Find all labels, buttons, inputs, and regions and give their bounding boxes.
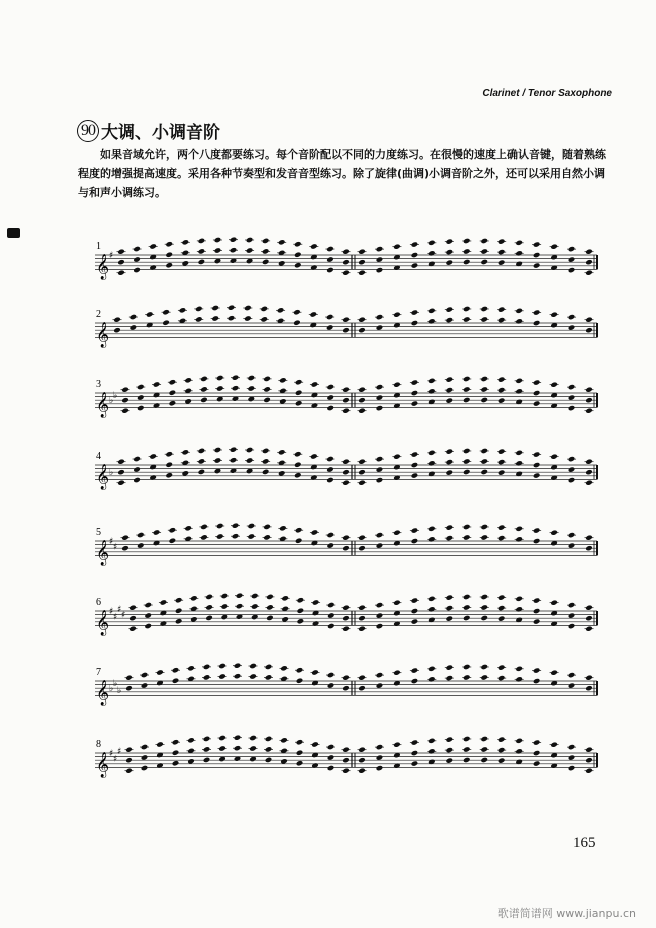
note-head: [296, 760, 304, 766]
note-head: [585, 327, 593, 333]
exercise-number: 90: [77, 120, 99, 142]
flat-icon: ♭: [109, 684, 114, 695]
note-head: [376, 256, 384, 262]
note-head: [568, 394, 576, 400]
note-head: [568, 405, 576, 411]
note-head: [326, 466, 334, 472]
note-head: [169, 538, 177, 544]
note-head: [411, 618, 419, 624]
note-head: [133, 256, 141, 262]
note-head: [568, 542, 576, 548]
note-head: [533, 462, 541, 468]
page-number: 165: [573, 835, 596, 851]
staff-system: [95, 375, 597, 418]
note-head: [169, 400, 177, 406]
note-head: [446, 757, 454, 763]
note-head: [533, 618, 541, 624]
note-head: [480, 259, 488, 265]
note-head: [533, 262, 541, 268]
staff-system: [95, 447, 597, 490]
system-number: 2: [96, 309, 101, 320]
note-head: [411, 320, 419, 326]
sharp-icon: ♯: [109, 749, 114, 759]
note-head: [165, 262, 173, 268]
note-head: [262, 469, 270, 475]
note-head: [342, 327, 350, 333]
flat-icon: ♭: [113, 390, 118, 401]
note-head: [266, 615, 274, 621]
note-head: [326, 256, 334, 262]
sharp-icon: ♯: [109, 607, 114, 617]
note-head: [446, 397, 454, 403]
note-head: [533, 538, 541, 544]
note-head: [294, 462, 302, 468]
note-head: [463, 469, 471, 475]
note-head: [141, 754, 149, 760]
note-head: [165, 462, 173, 468]
note-head: [533, 760, 541, 766]
note-head: [498, 757, 506, 763]
note-head: [498, 469, 506, 475]
staff-system: [95, 523, 597, 566]
note-head: [480, 469, 488, 475]
note-head: [327, 612, 335, 618]
note-head: [585, 545, 593, 551]
note-head: [411, 400, 419, 406]
treble-clef-icon: 𝄞: [96, 254, 110, 280]
sharp-icon: ♯: [121, 610, 126, 621]
note-head: [133, 267, 141, 273]
note-head: [326, 394, 334, 400]
note-head: [342, 469, 350, 475]
note-head: [175, 608, 183, 614]
note-head: [172, 760, 180, 766]
note-head: [198, 469, 206, 475]
system-number: 5: [96, 527, 101, 538]
note-head: [141, 765, 149, 771]
note-head: [172, 750, 180, 756]
note-head: [568, 623, 576, 629]
note-head: [162, 320, 170, 326]
note-head: [463, 397, 471, 403]
system-number: 8: [96, 739, 101, 750]
note-head: [568, 765, 576, 771]
note-head: [533, 608, 541, 614]
note-head: [137, 394, 145, 400]
note-head: [326, 477, 334, 483]
note-head: [585, 757, 593, 763]
note-head: [498, 259, 506, 265]
exercise-heading: 大调、小调音阶: [101, 123, 220, 143]
note-head: [376, 682, 384, 688]
note-head: [533, 472, 541, 478]
system-number: 4: [96, 451, 101, 462]
note-head: [117, 469, 125, 475]
note-head: [376, 405, 384, 411]
treble-clef-icon: 𝄞: [96, 392, 110, 418]
note-head: [376, 754, 384, 760]
note-head: [446, 259, 454, 265]
flat-icon: ♭: [117, 686, 122, 696]
sharp-icon: ♯: [117, 605, 122, 616]
note-head: [568, 682, 576, 688]
note-head: [205, 615, 213, 621]
note-head: [411, 262, 419, 268]
instrument-header: Clarinet / Tenor Saxophone: [482, 88, 612, 99]
note-head: [463, 757, 471, 763]
flat-icon: ♭: [113, 678, 118, 689]
treble-clef-icon: 𝄞: [96, 464, 110, 490]
note-head: [568, 324, 576, 330]
note-head: [165, 252, 173, 258]
treble-clef-icon: 𝄞: [96, 540, 110, 566]
note-head: [376, 394, 384, 400]
system-number: 7: [96, 667, 101, 678]
note-head: [533, 390, 541, 396]
note-head: [129, 615, 137, 621]
note-head: [327, 682, 335, 688]
system-number: 6: [96, 597, 101, 608]
note-head: [376, 267, 384, 273]
note-head: [568, 754, 576, 760]
note-head: [296, 678, 304, 684]
note-head: [294, 252, 302, 258]
note-head: [568, 256, 576, 262]
note-head: [133, 466, 141, 472]
note-head: [376, 466, 384, 472]
note-head: [117, 259, 125, 265]
note-head: [358, 757, 366, 763]
note-head: [294, 262, 302, 268]
note-head: [327, 754, 335, 760]
note-head: [121, 397, 129, 403]
note-head: [342, 685, 350, 691]
note-head: [326, 405, 334, 411]
note-head: [130, 324, 138, 330]
note-head: [585, 615, 593, 621]
note-head: [411, 760, 419, 766]
sharp-icon: ♯: [109, 537, 114, 547]
note-head: [533, 252, 541, 258]
note-head: [463, 259, 471, 265]
note-head: [342, 757, 350, 763]
note-head: [165, 472, 173, 478]
flat-icon: ♭: [109, 396, 114, 407]
system-number: 1: [96, 241, 101, 252]
note-head: [446, 469, 454, 475]
sharp-icon: ♯: [113, 542, 118, 553]
note-head: [293, 320, 301, 326]
sharp-icon: ♯: [109, 251, 114, 261]
treble-clef-icon: 𝄞: [96, 322, 110, 348]
note-head: [172, 678, 180, 684]
watermark: 歌谱简谱网 www.jianpu.cn: [497, 907, 636, 920]
note-head: [297, 618, 305, 624]
note-head: [585, 685, 593, 691]
note-head: [327, 765, 335, 771]
sharp-icon: ♯: [117, 747, 122, 758]
note-head: [326, 267, 334, 273]
note-head: [533, 678, 541, 684]
note-head: [294, 472, 302, 478]
staff-system: [95, 663, 597, 706]
note-head: [411, 608, 419, 614]
note-head: [326, 542, 334, 548]
staff-system: [95, 593, 597, 636]
system-number: 3: [96, 379, 101, 390]
note-head: [295, 400, 303, 406]
note-head: [113, 327, 121, 333]
note-head: [265, 757, 273, 763]
staff-system: [95, 735, 597, 778]
treble-clef-icon: 𝄞: [96, 752, 110, 778]
note-head: [358, 615, 366, 621]
note-head: [295, 390, 303, 396]
note-head: [137, 405, 145, 411]
note-head: [585, 259, 593, 265]
note-head: [137, 542, 145, 548]
note-head: [376, 542, 384, 548]
note-head: [297, 608, 305, 614]
note-head: [342, 397, 350, 403]
note-head: [295, 538, 303, 544]
note-head: [175, 618, 183, 624]
staff-system: [95, 237, 597, 280]
note-head: [480, 757, 488, 763]
note-head: [411, 750, 419, 756]
note-head: [358, 327, 366, 333]
note-head: [376, 765, 384, 771]
note-head: [411, 390, 419, 396]
note-head: [198, 259, 206, 265]
note-head: [411, 462, 419, 468]
note-head: [376, 612, 384, 618]
note-head: [263, 397, 271, 403]
note-head: [125, 685, 133, 691]
note-head: [342, 615, 350, 621]
note-head: [327, 623, 335, 629]
note-head: [376, 623, 384, 629]
note-head: [585, 397, 593, 403]
note-head: [358, 397, 366, 403]
note-head: [498, 615, 506, 621]
note-head: [262, 259, 270, 265]
note-head: [358, 259, 366, 265]
note-head: [533, 320, 541, 326]
note-head: [568, 466, 576, 472]
note-head: [144, 612, 152, 618]
note-head: [585, 469, 593, 475]
note-head: [376, 324, 384, 330]
note-head: [326, 324, 334, 330]
note-head: [376, 477, 384, 483]
note-head: [568, 267, 576, 273]
note-head: [411, 538, 419, 544]
note-head: [568, 612, 576, 618]
note-head: [568, 477, 576, 483]
note-head: [480, 397, 488, 403]
note-head: [446, 615, 454, 621]
treble-clef-icon: 𝄞: [96, 610, 110, 636]
note-head: [125, 757, 133, 763]
note-head: [411, 252, 419, 258]
note-head: [200, 397, 208, 403]
note-head: [121, 545, 129, 551]
note-head: [358, 685, 366, 691]
flat-icon: ♭: [109, 468, 114, 479]
note-head: [203, 757, 211, 763]
note-head: [358, 545, 366, 551]
note-head: [533, 400, 541, 406]
staff-system: [95, 305, 597, 348]
note-head: [498, 397, 506, 403]
note-head: [342, 259, 350, 265]
note-head: [463, 615, 471, 621]
note-head: [144, 623, 152, 629]
note-head: [141, 682, 149, 688]
sharp-icon: ♯: [113, 754, 118, 765]
note-head: [411, 472, 419, 478]
treble-clef-icon: 𝄞: [96, 680, 110, 706]
sharp-icon: ♯: [113, 612, 118, 623]
note-head: [169, 390, 177, 396]
note-head: [480, 615, 488, 621]
instructions-text: 如果音域允许，两个八度都要练习。每个音阶配以不同的力度练习。在很慢的速度上确认音键，随着熟练程度的增强提高速度。采用各种节奏型和发音音型练习。除了旋律(曲调)小调音阶之外，还可以采用自然小调与和声小调练习。: [78, 148, 606, 199]
note-head: [411, 678, 419, 684]
note-head: [533, 750, 541, 756]
note-head: [296, 750, 304, 756]
note-head: [342, 545, 350, 551]
note-head: [133, 477, 141, 483]
note-head: [358, 469, 366, 475]
